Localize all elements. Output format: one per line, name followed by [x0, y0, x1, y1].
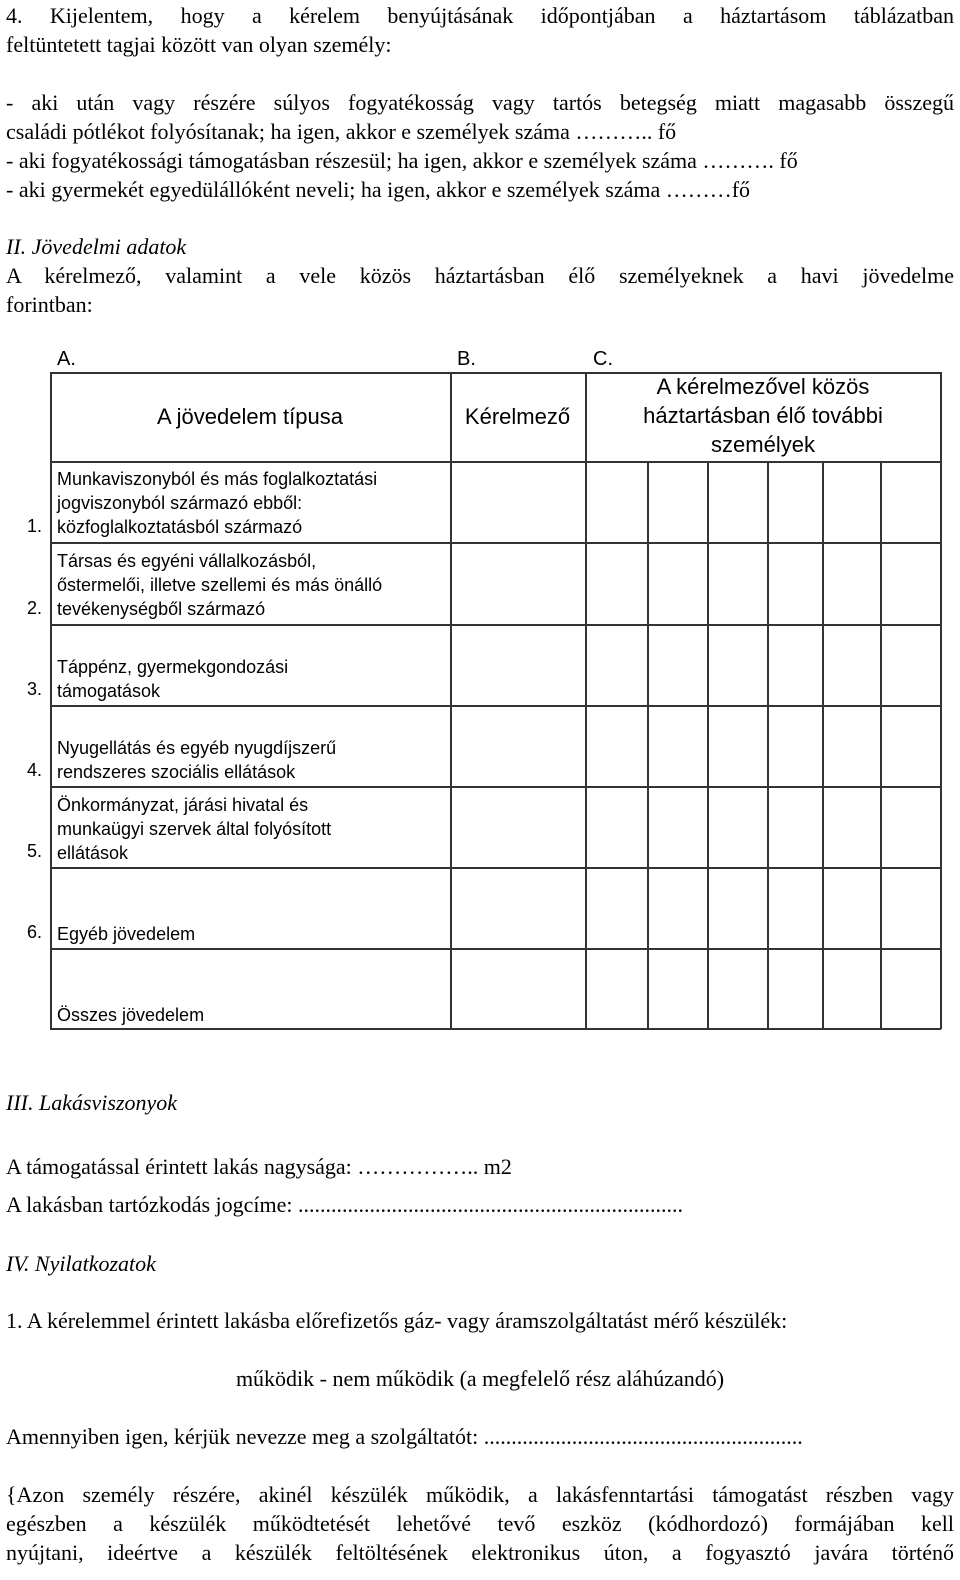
row-label-line: Társas és egyéni vállalkozásból, — [57, 551, 317, 571]
table-header-bottom — [50, 461, 941, 463]
row-label-employment — [57, 467, 377, 539]
section-ii-intro-line1: A kérelmező, valamint a vele közös háztartásban élő személyeknek a havi jövedelme — [6, 263, 954, 288]
table-subcol-divider — [822, 461, 824, 1029]
row-label-line: ellátások — [57, 843, 129, 863]
row-label-other-income — [57, 922, 195, 946]
row-label-pension — [57, 736, 336, 784]
row-label-line: jogviszonyból származó ebből: — [57, 493, 303, 513]
column-letter-a: A. — [57, 348, 76, 370]
declaration-item-3: - aki gyermekét egyedülállóként neveli; ha igen, akkor e személyek száma ………fő — [6, 177, 751, 202]
table-row-divider — [50, 705, 941, 707]
prepaid-meter-choice: működik - nem működik (a megfelelő rész aláhúzandó) — [235, 1366, 725, 1391]
note-line-2: egészben a készülék működtetését lehetővé tevő eszköz (kódhordozó) formájában kell — [6, 1511, 954, 1536]
table-row-divider — [50, 624, 941, 626]
table-border-left — [50, 372, 52, 1029]
column-header-household-line3: személyek — [711, 432, 815, 457]
row-number: 2. — [26, 598, 42, 618]
row-label-line: közfoglalkoztatásból származó — [57, 517, 303, 537]
row-label-enterprise — [57, 549, 382, 621]
note-line-1: {Azon személy részére, akinél készülék működik, a lakásfenntartási támogatást részben vagy — [6, 1482, 954, 1507]
table-row-divider — [50, 786, 941, 788]
row-number: 5. — [26, 841, 42, 861]
row-label-line: munkaügyi szervek által folyósított — [57, 819, 332, 839]
table-border-right — [940, 372, 942, 1029]
row-label-line: Nyugellátás és egyéb nyugdíjszerű — [57, 738, 337, 758]
table-subcol-divider — [647, 461, 649, 1029]
row-number: 1. — [26, 516, 42, 536]
table-col-divider-b-c — [585, 372, 587, 1029]
section-iii-heading: III. Lakásviszonyok — [6, 1090, 178, 1115]
column-header-income-type: A jövedelem típusa — [157, 404, 343, 429]
row-label-line: tevékenységből származó — [57, 599, 266, 619]
table-subcol-divider — [880, 461, 882, 1029]
declaration-item-1-line2: családi pótlékot folyósítanak; ha igen, akkor e személyek száma ……….. fő — [6, 119, 677, 144]
declaration-intro-line1: 4. Kijelentem, hogy a kérelem benyújtásának időpontjában a háztartásom táblázatban — [6, 3, 954, 28]
provider-line: Amennyiben igen, kérjük nevezze meg a szolgáltatót: .......................................................... — [6, 1424, 803, 1449]
row-label-line: őstermelői, illetve szellemi és más önálló — [57, 575, 383, 595]
column-letter-c: C. — [593, 348, 613, 370]
row-label-line: Összes jövedelem — [57, 1005, 205, 1025]
table-subcol-divider — [707, 461, 709, 1029]
section-ii-heading: II. Jövedelmi adatok — [6, 234, 187, 259]
prepaid-meter-question: 1. A kérelemmel érintett lakásba előrefizetős gáz- vagy áramszolgáltatást mérő készülék: — [6, 1308, 788, 1333]
table-subcol-divider — [767, 461, 769, 1029]
table-border-top — [50, 372, 941, 374]
declaration-item-1-line1: - aki után vagy részére súlyos fogyatékosság vagy tartós betegség miatt magasabb összegű — [6, 90, 954, 115]
note-line-3: nyújtani, ideértve a készülék feltöltésének elektronikus úton, a fogyasztó javára történő — [6, 1540, 954, 1565]
table-row-divider — [50, 867, 941, 869]
table-border-bottom — [50, 1028, 941, 1030]
table-row-divider — [50, 542, 941, 544]
row-label-line: Önkormányzat, járási hivatal és — [57, 795, 309, 815]
table-row-divider — [50, 948, 941, 950]
row-label-line: rendszeres szociális ellátások — [57, 762, 296, 782]
row-label-sick-pay — [57, 655, 288, 703]
row-label-line: Munkaviszonyból és más foglalkoztatási — [57, 469, 378, 489]
row-number: 3. — [26, 679, 42, 699]
row-label-line: Egyéb jövedelem — [57, 924, 196, 944]
section-ii-intro-line2: forintban: — [6, 292, 93, 317]
row-number: 6. — [26, 922, 42, 942]
column-header-household-line2: háztartásban élő további — [643, 403, 883, 428]
housing-title-line: A lakásban tartózkodás jogcíme: ...................................................................... — [6, 1192, 684, 1217]
column-header-household-members — [585, 372, 941, 459]
row-label-line: Táppénz, gyermekgondozási — [57, 657, 289, 677]
row-number: 4. — [26, 760, 42, 780]
row-label-line: támogatások — [57, 681, 161, 701]
declaration-intro-line2: feltüntetett tagjai között van olyan személy: — [6, 32, 392, 57]
section-iv-heading: IV. Nyilatkozatok — [6, 1251, 156, 1276]
column-header-household-line1: A kérelmezővel közös — [656, 374, 870, 399]
table-col-divider-a-b — [450, 372, 452, 1029]
column-header-applicant: Kérelmező — [464, 404, 571, 429]
column-letter-b: B. — [457, 348, 476, 370]
row-label-municipal-benefits — [57, 793, 331, 865]
declaration-item-2: - aki fogyatékossági támogatásban részesül; ha igen, akkor e személyek száma ………. fő — [6, 148, 798, 173]
row-label-total-income — [57, 1003, 204, 1027]
housing-size-line: A támogatással érintett lakás nagysága: …………….. m2 — [6, 1154, 512, 1179]
